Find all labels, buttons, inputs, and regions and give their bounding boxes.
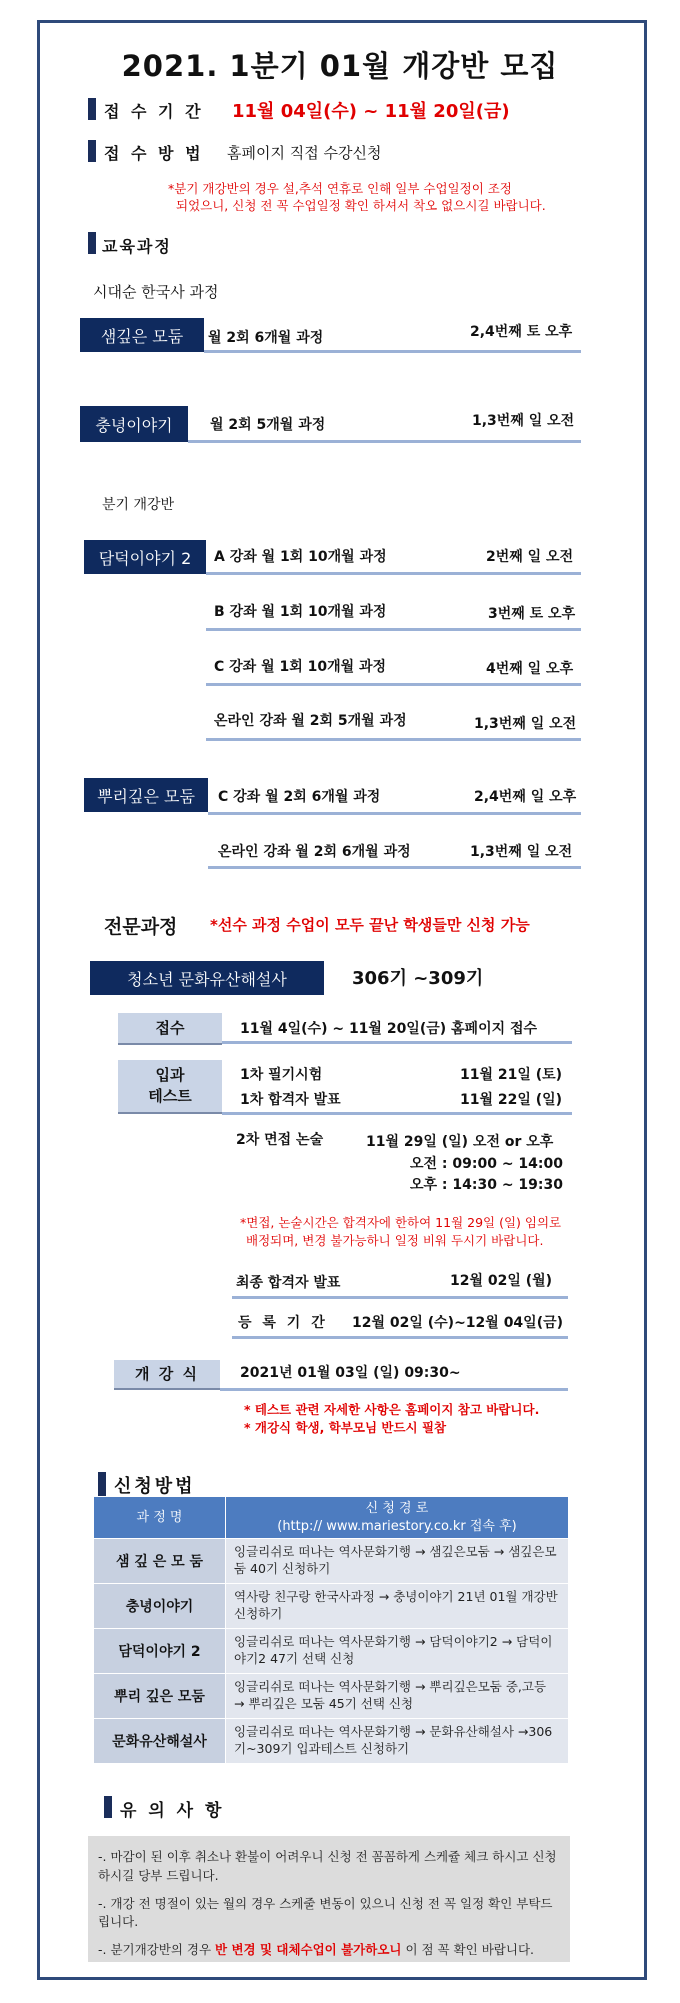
row-underline	[206, 572, 581, 575]
course-path-cell: 잉글리쉬로 떠나는 역사문화기행 → 뿌리깊은모둠 중,고등 → 뿌리깊은 모둠 45기 선택 신청	[226, 1674, 569, 1719]
final-result-label: 최종 합격자 발표	[236, 1275, 341, 1291]
course-name-cell: 충녕이야기	[94, 1584, 226, 1629]
course-desc: A 강좌 월 1회 10개월 과정	[214, 549, 387, 565]
test1-result-date: 11월 22일 (일)	[460, 1092, 563, 1108]
opening-note-2: * 개강식 학생, 학부모님 반드시 필참	[244, 1420, 447, 1435]
schedule-notice-line-1: *분기 개강반의 경우 설,추석 연휴로 인해 일부 수업일정이 조정	[168, 181, 512, 196]
period-value: 11월 04일(수) ~ 11월 20일(금)	[232, 101, 510, 122]
notice-item	[98, 1941, 560, 1960]
test2-date: 11월 29일 (일) 오전 or 오후	[366, 1134, 554, 1150]
table-row	[94, 1629, 569, 1674]
curriculum-subheading-quarterly: 분기 개강반	[102, 497, 175, 513]
table-row	[94, 1539, 569, 1584]
row-underline	[206, 628, 581, 631]
column-header-path-url: (http:// www.mariestory.co.kr 접속 후)	[277, 1518, 517, 1534]
section-marker	[88, 98, 96, 120]
row-underline	[208, 866, 581, 869]
course-name-cell: 뿌리 깊은 모둠	[94, 1674, 226, 1719]
course-path-cell: 잉글리쉬로 떠나는 역사문화기행 → 문화유산해설사 →306기~309기 입과테스트 신청하기	[226, 1719, 569, 1764]
notice-item-suffix: 이 점 꼭 확인 바랍니다.	[401, 1942, 535, 1957]
course-badge-damdeok: 담덕이야기 2	[84, 540, 206, 574]
column-header-path-title: 신 청 경 로	[365, 1500, 429, 1516]
section-marker	[104, 1796, 112, 1818]
notice-box	[88, 1836, 570, 1962]
course-desc: 온라인 강좌 월 2회 6개월 과정	[218, 844, 411, 860]
opening-note-1: * 테스트 관련 자세한 사항은 홈페이지 참고 바랍니다.	[244, 1402, 540, 1417]
entrance-test-label-line-1: 입과	[155, 1066, 185, 1084]
course-desc: 월 2회 6개월 과정	[208, 330, 324, 346]
method-value: 홈페이지 직접 수강신청	[227, 144, 382, 162]
notice-item: -. 마감이 된 이후 취소나 환불이 어려우니 신청 전 꼼꼼하게 스케쥴 체크 하시고 신청하시길 당부 드립니다.	[98, 1849, 557, 1883]
course-desc: C 강좌 월 1회 10개월 과정	[214, 659, 387, 675]
section-marker	[98, 1472, 106, 1496]
notice-item-emphasis: 반 변경 및 대체수업이 불가하오니	[215, 1942, 402, 1957]
row-underline	[206, 683, 581, 686]
test2-pm-time: 오후 : 14:30 ~ 19:30	[410, 1177, 564, 1193]
row-underline	[220, 1388, 568, 1391]
reception-value: 11월 4일(수) ~ 11월 20일(금) 홈페이지 접수	[240, 1021, 538, 1037]
opening-ceremony-date: 2021년 01월 03일 (일) 09:30~	[240, 1365, 461, 1381]
apply-heading: 신청방법	[114, 1476, 196, 1497]
course-schedule: 1,3번째 일 오전	[470, 844, 573, 860]
course-desc: 온라인 강좌 월 2회 5개월 과정	[214, 713, 407, 729]
course-schedule: 2,4번째 토 오후	[470, 324, 573, 340]
test2-label: 2차 면접 논술	[236, 1132, 324, 1148]
entrance-test-label	[118, 1060, 222, 1114]
course-schedule: 2번째 일 오전	[486, 549, 574, 565]
reception-label: 접수	[118, 1013, 222, 1045]
section-marker	[88, 232, 96, 254]
course-schedule: 1,3번째 일 오전	[472, 413, 575, 429]
period-label: 접 수 기 간	[104, 102, 204, 121]
test1-result-label: 1차 합격자 발표	[240, 1092, 341, 1108]
section-marker	[88, 140, 96, 162]
course-schedule: 3번째 토 오후	[488, 606, 576, 622]
column-header-path	[226, 1497, 569, 1539]
row-underline	[232, 1296, 568, 1299]
course-badge-ppurigipeun: 뿌리깊은 모둠	[84, 778, 208, 812]
entrance-test-label-line-2: 테스트	[148, 1087, 192, 1105]
registration-date: 12월 02일 (수)~12월 04일(금)	[352, 1315, 564, 1331]
expert-heading: 전문과정	[104, 916, 178, 938]
row-underline	[222, 1041, 572, 1044]
row-underline	[222, 1112, 572, 1115]
expert-course-term: 306기 ~309기	[352, 968, 484, 989]
course-desc: C 강좌 월 2회 6개월 과정	[218, 789, 381, 805]
row-underline	[204, 350, 581, 353]
page-title: 2021. 1분기 01월 개강반 모집	[121, 49, 559, 83]
course-desc: 월 2회 5개월 과정	[210, 417, 326, 433]
course-desc: B 강좌 월 1회 10개월 과정	[214, 604, 387, 620]
method-label: 접 수 방 법	[104, 144, 204, 163]
course-schedule: 4번째 일 오후	[486, 661, 574, 677]
course-name-cell: 담덕이야기 2	[94, 1629, 226, 1674]
course-badge-chungnyeong: 충녕이야기	[80, 406, 188, 442]
expert-note: *선수 과정 수업이 모두 끝난 학생들만 신청 가능	[210, 916, 530, 934]
course-schedule: 1,3번째 일 오전	[474, 716, 577, 732]
table-row	[94, 1584, 569, 1629]
opening-ceremony-label: 개 강 식	[114, 1360, 220, 1390]
row-underline	[206, 738, 581, 741]
row-underline	[208, 812, 581, 815]
test1-label: 1차 필기시험	[240, 1067, 323, 1083]
registration-label: 등 록 기 간	[238, 1315, 328, 1331]
application-table	[93, 1496, 569, 1764]
column-header-course: 과 정 명	[94, 1497, 226, 1539]
interview-note-line-1: *면접, 논술시간은 합격자에 한하여 11월 29일 (일) 임의로	[240, 1215, 562, 1230]
expert-course-badge: 청소년 문화유산해설사	[90, 961, 324, 995]
test2-am-time: 오전 : 09:00 ~ 14:00	[410, 1156, 564, 1172]
course-path-cell: 잉글리쉬로 떠나는 역사문화기행 → 담덕이야기2 → 담덕이야기2 47기 선택 신청	[226, 1629, 569, 1674]
course-path-cell: 잉글리쉬로 떠나는 역사문화기행 → 샘깊은모둠 → 샘깊은모둠 40기 신청하기	[226, 1539, 569, 1584]
table-row	[94, 1719, 569, 1764]
course-path-cell: 역사랑 친구랑 한국사과정 → 충녕이야기 21년 01월 개강반 신청하기	[226, 1584, 569, 1629]
curriculum-heading: 교육과정	[102, 237, 172, 256]
table-row	[94, 1674, 569, 1719]
course-schedule: 2,4번째 일 오후	[474, 789, 577, 805]
notice-heading: 유 의 사 항	[120, 1801, 225, 1821]
course-name-cell: 샘 깊 은 모 둠	[94, 1539, 226, 1584]
notice-item: -. 개강 전 명절이 있는 월의 경우 스케줄 변동이 있으니 신청 전 꼭 일정 확인 부탁드립니다.	[98, 1895, 553, 1930]
row-underline	[232, 1336, 568, 1339]
course-name-cell: 문화유산해설사	[94, 1719, 226, 1764]
final-result-date: 12월 02일 (월)	[450, 1273, 553, 1289]
notice-item-prefix: -. 분기개강반의 경우	[98, 1942, 216, 1957]
row-underline	[188, 440, 581, 443]
schedule-notice-line-2: 되었으니, 신청 전 꼭 수업일정 확인 하셔서 착오 없으시길 바랍니다.	[176, 198, 546, 213]
course-badge-saemgipeun: 샘깊은 모둠	[80, 318, 204, 352]
interview-note-line-2: 배정되며, 변경 불가능하니 일정 비워 두시기 바랍니다.	[246, 1233, 544, 1248]
table-header-row	[94, 1497, 569, 1539]
curriculum-subheading-chronological: 시대순 한국사 과정	[93, 283, 219, 301]
test1-date: 11월 21일 (토)	[460, 1067, 563, 1083]
